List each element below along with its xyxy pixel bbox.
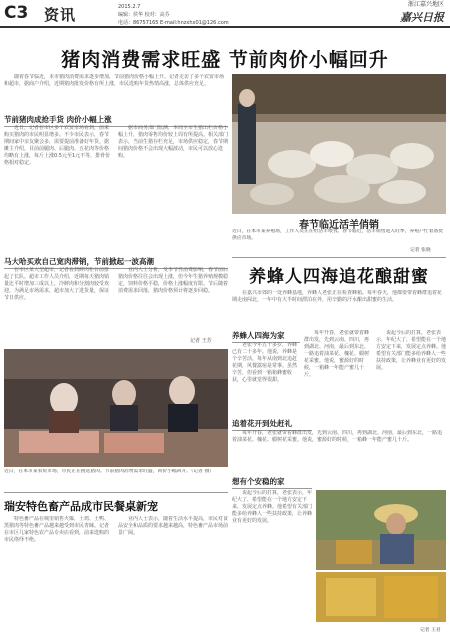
photo-title: 春节临近活羊俏销 bbox=[299, 220, 379, 231]
article-paragraph: 特色畜产品在城里销售火爆，土鸡、土鸭、黑猪肉等特色畜产品越来越受到市民青睐。记者在市区几家特色农产品专卖店看到，前来选购的市民络绎不绝。 bbox=[4, 516, 110, 543]
byline: 记者 王芳 bbox=[190, 338, 212, 344]
article-subhead-2: 马大哈买欢自己宽肉滞销，节前掀起一波高潮 bbox=[4, 256, 228, 269]
paper-name: 嘉兴日报 bbox=[400, 11, 444, 24]
sheep-photo bbox=[232, 74, 446, 214]
article-title: 瑞安特色畜产品成市民餐桌新宠 bbox=[4, 500, 158, 513]
honeycomb-photo bbox=[316, 572, 446, 622]
byline: 记者 张晓 bbox=[410, 248, 431, 253]
divider bbox=[4, 492, 228, 493]
header-contact: 电话：86757165 E-mail:hnzxhx01@126.com bbox=[118, 20, 229, 26]
beekeeper-photo bbox=[316, 490, 446, 570]
article-paragraph: 说起今后的打算，老张表示，年纪大了，希望能在一个地方安定下来，发展定点养蜂。他希望有关部门能多给养蜂人一些扶持政策，让养蜂业有更好的发展。 bbox=[232, 490, 312, 524]
article-paragraph: 老张今年五十多岁，养蜂已有二十多年。他说，养蜂是个辛苦活，每年从南到北追赶花期，风餐露宿是常事。虽然辛苦，但看到一箱箱蜂蜜收获，心里就觉得很甜。 bbox=[232, 342, 298, 383]
pork-market-photo bbox=[4, 349, 228, 467]
section-name: 资讯 bbox=[44, 6, 77, 24]
photo-caption: 近日，在本市某农贸市场，市民正在挑选猪肉。节前猪肉消费需求旺盛，肉价小幅回升。（记者 摄） bbox=[4, 469, 215, 474]
article-subhead: 养蜂人四海为家 bbox=[232, 330, 300, 343]
photo-caption: 近日，在本市某养殖场，工作人员正在给活羊喂食。春节临近，活羊销售进入旺季，养殖户忙着备货供应市场。 bbox=[232, 229, 444, 241]
article-subhead: 想有个安稳的家 bbox=[232, 476, 312, 489]
article-lead: 在嘉兴市郊的一处养蜂基地，养蜂人老张正在检查蜂箱。每年春天，他都要带着蜂群追着花期走南闯北，一年中有大半时间漂泊在外，用辛勤的汗水酿出甜蜜的生活。 bbox=[232, 290, 443, 303]
article-paragraph: 据市商务部门监测，本周全市生猪出栏价格小幅上升，猪肉零售均价较上周有所提高。相关部门表示，当前生猪存栏充足，市场供应稳定，春节期间猪肉价格不会出现大幅波动，市民可以放心选购。 bbox=[118, 125, 228, 159]
article-paragraph: 每年开春，老张就带着蜂群出发，先到云南、四川，再到湖北、河南，最后到东北，一路追着油菜花、槐花、椴树花采蜜。他说，蜜源好的时候，一箱蜂一年能产蜜几十斤。 bbox=[304, 330, 370, 378]
region-label: 浙江嘉兴地区 bbox=[407, 1, 444, 8]
article-paragraph: 说起今后的打算，老张表示，年纪大了，希望能在一个地方安定下来，发展定点养蜂。他希望有关部门能多给养蜂人一些扶持政策，让养蜂业有更好的发展。 bbox=[376, 330, 446, 371]
masthead bbox=[400, 1, 444, 25]
article-paragraph: 在市区某大型超市，记者看到鲜肉柜台前排起了长队。超市工作人员介绍，近期每天猪肉销量比平时增加三成以上，冷鲜肉和分割肉较受欢迎。为满足市场需求，超市加大了进货量，保证节日供应。 bbox=[4, 267, 110, 301]
article-subhead: 追着花开到处赶礼 bbox=[232, 418, 312, 431]
article-paragraph: 业内人士表示，随着生活水平提高，市民对食品安全和品质的要求越来越高，特色畜产品市场前景广阔。 bbox=[118, 516, 228, 536]
header-date: 2015.2.7 bbox=[118, 4, 141, 10]
article-lead: 随着春节临近，本市猪肉消费需求逐步增加，节前猪肉价格小幅上升。记者走访了多个农贸市场和超市，据商户介绍，近期猪肉批发价格有所上涨，市民选购年货热情高涨，总体供应充足。 bbox=[4, 74, 225, 87]
article-subhead-1: 节前猪肉成抢手货 肉价小幅上涨 bbox=[4, 114, 228, 127]
divider bbox=[232, 257, 446, 258]
header-meta bbox=[118, 3, 229, 27]
main-headline: 猪肉消费需求旺盛 节前肉价小幅回升 bbox=[61, 49, 389, 71]
article-paragraph: 业内人士分析，受季节性消费影响，春节前后猪肉价格往往会出现上涨，但今年生猪养殖规模稳定，饲料价格平稳，价格上涨幅度有限。节后随着消费需求回落，猪肉价格预计将逐步回稳。 bbox=[118, 267, 228, 294]
article-title: 养蜂人四海追花酿甜蜜 bbox=[249, 267, 429, 287]
header-editor: 编辑：侯华 校对：高芬 bbox=[118, 12, 170, 18]
article-paragraph: 近日，记者在市区多个农贸市场看到，前来购买猪肉的市民明显增多。不少市民表示，春节期间家中亲友聚会多，需要提前准备好年货。据摊主介绍，目前前腿肉、后腿肉、五花肉等价格均略有上涨，每斤上涨0.5元至1元不等，排骨价格相对稳定。 bbox=[4, 125, 111, 166]
page-header bbox=[0, 0, 450, 28]
article-paragraph: 每年开春，老张就带着蜂群出发，先到云南、四川，再到湖北、河南，最后到东北，一路追着油菜花、槐花、椴树花采蜜。他说，蜜源好的时候，一箱蜂一年能产蜜几十斤。 bbox=[232, 430, 443, 443]
byline: 记者 王君 bbox=[420, 628, 441, 633]
page-number: C3 bbox=[4, 3, 29, 23]
